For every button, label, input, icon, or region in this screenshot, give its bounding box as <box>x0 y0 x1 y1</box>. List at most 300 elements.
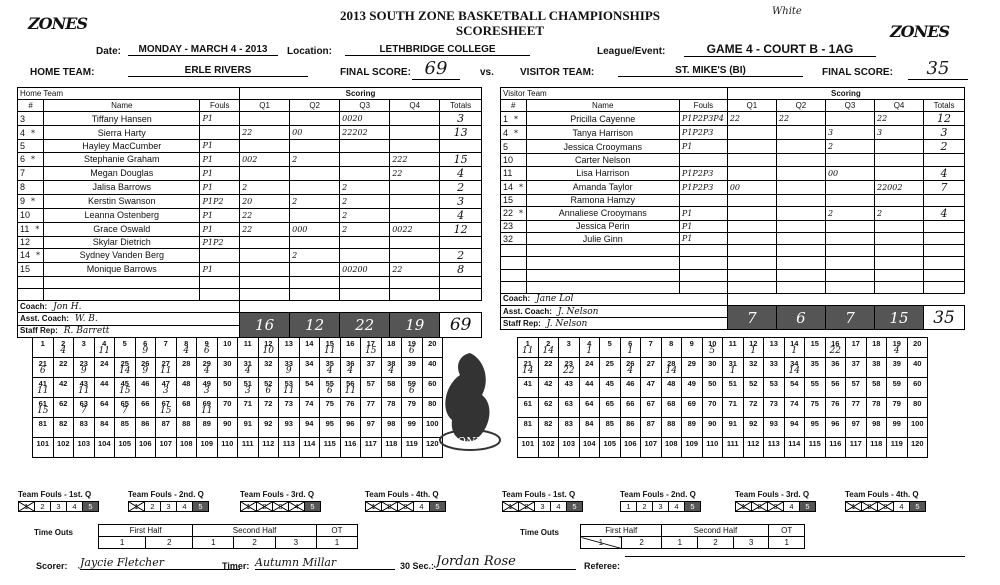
running-score-cell[interactable]: 5 <box>115 338 136 358</box>
running-score-cell[interactable]: 13 <box>764 338 785 358</box>
player-q2-points[interactable] <box>776 180 825 194</box>
player-total[interactable]: 3 <box>924 126 965 140</box>
running-score-cell[interactable]: 65 7 <box>115 398 136 418</box>
player-fouls[interactable] <box>679 281 727 293</box>
running-score-cell[interactable]: 106 <box>620 438 641 458</box>
running-score-cell[interactable]: 112 <box>743 438 764 458</box>
player-q1-points[interactable] <box>240 140 290 152</box>
running-score-cell[interactable]: 78 <box>866 398 887 418</box>
running-score-cell[interactable]: 10 <box>217 338 238 358</box>
running-score-cell[interactable]: 59 6 <box>402 378 423 398</box>
team-foul-box[interactable]: 1 <box>502 501 519 512</box>
running-score-cell[interactable]: 106 <box>135 438 156 458</box>
running-score-cell[interactable]: 97 <box>361 418 382 438</box>
player-q3-points[interactable] <box>340 236 390 248</box>
player-q2-points[interactable] <box>290 276 340 288</box>
running-score-cell[interactable]: 11 <box>723 338 744 358</box>
player-q4-points[interactable] <box>390 194 440 208</box>
team-foul-box[interactable]: 5 <box>429 501 446 512</box>
running-score-cell[interactable]: 1 11 <box>518 338 539 358</box>
running-score-cell[interactable]: 10 5 <box>702 338 723 358</box>
player-fouls[interactable]: P1P2P3 <box>679 180 727 194</box>
player-total[interactable]: 8 <box>440 262 482 276</box>
player-q1-points[interactable] <box>240 236 290 248</box>
running-score-cell[interactable]: 17 15 <box>361 338 382 358</box>
running-score-cell[interactable]: 15 <box>805 338 826 358</box>
running-score-cell[interactable]: 64 <box>94 398 115 418</box>
running-score-cell[interactable]: 96 <box>340 418 361 438</box>
player-q1-points[interactable] <box>727 206 776 220</box>
running-score-cell[interactable]: 6 1 <box>620 338 641 358</box>
player-q4-points[interactable] <box>390 276 440 288</box>
player-q3-points[interactable]: 00 <box>825 166 874 180</box>
running-score-cell[interactable]: 37 <box>361 358 382 378</box>
running-score-cell[interactable]: 91 <box>723 418 744 438</box>
player-q3-points[interactable] <box>340 248 390 262</box>
team-foul-box[interactable]: 1 <box>18 501 35 512</box>
running-score-cell[interactable]: 118 <box>381 438 402 458</box>
running-score-cell[interactable]: 68 <box>176 398 197 418</box>
running-score-cell[interactable]: 37 <box>846 358 867 378</box>
player-q2-points[interactable] <box>776 245 825 257</box>
running-score-cell[interactable]: 15 11 <box>320 338 341 358</box>
running-score-cell[interactable]: 112 <box>258 438 279 458</box>
player-q3-points[interactable]: 00200 <box>340 262 390 276</box>
running-score-cell[interactable]: 17 <box>846 338 867 358</box>
player-q2-points[interactable] <box>290 236 340 248</box>
team-foul-box[interactable]: 4 <box>783 501 800 512</box>
running-score-cell[interactable]: 115 <box>320 438 341 458</box>
running-score-cell[interactable]: 42 <box>538 378 559 398</box>
running-score-cell[interactable]: 63 <box>559 398 580 418</box>
running-score-cell[interactable]: 113 <box>279 438 300 458</box>
player-fouls[interactable]: P1 <box>200 166 240 180</box>
team-foul-box[interactable]: 1 <box>365 501 382 512</box>
running-score-cell[interactable]: 53 <box>764 378 785 398</box>
player-q4-points[interactable] <box>875 154 924 166</box>
running-score-cell[interactable]: 45 15 <box>115 378 136 398</box>
player-q3-points[interactable] <box>825 257 874 269</box>
player-total[interactable] <box>924 245 965 257</box>
running-score-cell[interactable]: 75 <box>320 398 341 418</box>
player-q2-points[interactable] <box>776 194 825 206</box>
player-fouls[interactable] <box>679 245 727 257</box>
running-score-cell[interactable]: 70 <box>702 398 723 418</box>
player-q3-points[interactable] <box>825 281 874 293</box>
player-total[interactable]: 13 <box>440 126 482 140</box>
player-total[interactable]: 7 <box>924 180 965 194</box>
team-foul-box[interactable]: 2 <box>34 501 51 512</box>
player-q4-points[interactable]: 2 <box>875 206 924 220</box>
running-score-cell[interactable]: 116 <box>340 438 361 458</box>
running-score-cell[interactable]: 77 <box>846 398 867 418</box>
running-score-cell[interactable]: 100 <box>422 418 443 438</box>
running-score-cell[interactable]: 30 <box>702 358 723 378</box>
player-fouls[interactable]: P1 <box>200 140 240 152</box>
team-foul-box[interactable]: 4 <box>66 501 83 512</box>
player-q2-points[interactable] <box>776 140 825 154</box>
player-total[interactable] <box>440 276 482 288</box>
player-q4-points[interactable]: 22002 <box>875 180 924 194</box>
running-score-cell[interactable]: 61 <box>518 398 539 418</box>
running-score-cell[interactable]: 76 <box>340 398 361 418</box>
player-q2-points[interactable] <box>776 281 825 293</box>
running-score-cell[interactable]: 98 <box>866 418 887 438</box>
player-q2-points[interactable] <box>290 208 340 222</box>
player-total[interactable] <box>924 194 965 206</box>
player-total[interactable] <box>924 154 965 166</box>
player-q3-points[interactable] <box>825 194 874 206</box>
player-q2-points[interactable] <box>776 166 825 180</box>
player-total[interactable]: 3 <box>440 194 482 208</box>
player-q4-points[interactable]: 3 <box>875 126 924 140</box>
player-q4-points[interactable] <box>875 194 924 206</box>
player-q2-points[interactable]: 2 <box>290 248 340 262</box>
player-fouls[interactable] <box>679 154 727 166</box>
running-score-cell[interactable]: 70 <box>217 398 238 418</box>
player-q1-points[interactable] <box>727 281 776 293</box>
running-score-cell[interactable]: 39 <box>887 358 908 378</box>
running-score-cell[interactable]: 89 <box>197 418 218 438</box>
player-q1-points[interactable] <box>727 220 776 232</box>
player-q1-points[interactable] <box>727 232 776 244</box>
player-q3-points[interactable] <box>340 166 390 180</box>
running-score-cell[interactable]: 88 <box>176 418 197 438</box>
player-q3-points[interactable] <box>340 140 390 152</box>
running-score-cell[interactable]: 116 <box>825 438 846 458</box>
running-score-cell[interactable]: 93 <box>764 418 785 438</box>
running-score-cell[interactable]: 64 <box>579 398 600 418</box>
player-q4-points[interactable]: 22 <box>390 262 440 276</box>
team-foul-box[interactable]: 4 <box>413 501 430 512</box>
player-q2-points[interactable] <box>776 154 825 166</box>
player-q2-points[interactable]: 2 <box>290 194 340 208</box>
running-score-cell[interactable]: 42 <box>53 378 74 398</box>
player-fouls[interactable]: P1 <box>200 222 240 236</box>
running-score-cell[interactable]: 32 <box>258 358 279 378</box>
player-q3-points[interactable] <box>825 245 874 257</box>
running-score-cell[interactable]: 101 <box>518 438 539 458</box>
player-q3-points[interactable]: 3 <box>825 126 874 140</box>
running-score-cell[interactable]: 60 <box>907 378 928 398</box>
running-score-cell[interactable]: 76 <box>825 398 846 418</box>
running-score-cell[interactable]: 69 11 <box>197 398 218 418</box>
running-score-cell[interactable]: 119 <box>887 438 908 458</box>
running-score-cell[interactable]: 21 14 <box>518 358 539 378</box>
player-q4-points[interactable]: 22 <box>875 112 924 126</box>
running-score-cell[interactable]: 85 <box>115 418 136 438</box>
player-q3-points[interactable] <box>825 112 874 126</box>
player-q3-points[interactable]: 2 <box>825 140 874 154</box>
running-score-cell[interactable]: 34 14 <box>784 358 805 378</box>
player-q2-points[interactable] <box>776 126 825 140</box>
running-score-cell[interactable]: 39 <box>402 358 423 378</box>
player-q3-points[interactable] <box>825 220 874 232</box>
running-score-cell[interactable]: 91 <box>238 418 259 438</box>
player-q3-points[interactable] <box>340 276 390 288</box>
player-fouls[interactable]: P1 <box>200 112 240 126</box>
running-score-cell[interactable]: 107 <box>641 438 662 458</box>
running-score-cell[interactable]: 13 <box>279 338 300 358</box>
player-q2-points[interactable] <box>290 112 340 126</box>
player-q1-points[interactable] <box>240 248 290 262</box>
running-score-cell[interactable]: 94 <box>784 418 805 438</box>
running-score-cell[interactable]: 62 <box>538 398 559 418</box>
timeout-box[interactable]: 2 <box>698 537 734 549</box>
player-total[interactable]: 2 <box>924 140 965 154</box>
player-q4-points[interactable] <box>390 236 440 248</box>
running-score-cell[interactable]: 48 <box>176 378 197 398</box>
running-score-cell[interactable]: 95 <box>805 418 826 438</box>
player-q1-points[interactable]: 00 <box>727 180 776 194</box>
running-score-cell[interactable]: 118 <box>866 438 887 458</box>
team-foul-box[interactable]: 1 <box>128 501 145 512</box>
running-score-cell[interactable]: 78 <box>381 398 402 418</box>
running-score-cell[interactable]: 101 <box>33 438 54 458</box>
player-fouls[interactable] <box>200 248 240 262</box>
running-score-cell[interactable]: 100 <box>907 418 928 438</box>
team-foul-box[interactable]: 4 <box>288 501 305 512</box>
running-score-cell[interactable]: 50 <box>702 378 723 398</box>
running-score-cell[interactable]: 57 <box>846 378 867 398</box>
timeout-box[interactable]: 1 <box>316 537 357 549</box>
player-total[interactable]: 3 <box>440 112 482 126</box>
player-q2-points[interactable] <box>290 166 340 180</box>
running-score-cell[interactable]: 94 <box>299 418 320 438</box>
player-q2-points[interactable]: 2 <box>290 152 340 166</box>
team-foul-box[interactable]: 3 <box>534 501 551 512</box>
player-q2-points[interactable] <box>776 269 825 281</box>
timeout-box[interactable]: 2 <box>621 537 662 549</box>
player-q4-points[interactable] <box>875 269 924 281</box>
team-foul-box[interactable]: 5 <box>304 501 321 512</box>
player-q2-points[interactable] <box>290 262 340 276</box>
player-q3-points[interactable] <box>340 288 390 300</box>
player-q4-points[interactable] <box>390 112 440 126</box>
player-total[interactable] <box>924 232 965 244</box>
running-score-cell[interactable]: 31 1 <box>723 358 744 378</box>
running-score-cell[interactable]: 1 <box>33 338 54 358</box>
player-q3-points[interactable] <box>825 269 874 281</box>
player-fouls[interactable]: P1 <box>679 140 727 154</box>
player-q1-points[interactable] <box>240 262 290 276</box>
running-score-cell[interactable]: 83 <box>559 418 580 438</box>
running-score-cell[interactable]: 38 <box>866 358 887 378</box>
player-fouls[interactable] <box>679 257 727 269</box>
running-score-cell[interactable]: 71 <box>723 398 744 418</box>
running-score-cell[interactable]: 80 <box>907 398 928 418</box>
running-score-cell[interactable]: 104 <box>94 438 115 458</box>
player-q4-points[interactable] <box>390 126 440 140</box>
running-score-cell[interactable]: 66 <box>620 398 641 418</box>
timeout-box[interactable]: 1 <box>193 537 234 549</box>
running-score-cell[interactable]: 3 <box>559 338 580 358</box>
player-q4-points[interactable] <box>390 140 440 152</box>
player-q1-points[interactable] <box>727 166 776 180</box>
team-foul-box[interactable]: 2 <box>636 501 653 512</box>
player-q3-points[interactable] <box>825 154 874 166</box>
running-score-cell[interactable]: 81 <box>518 418 539 438</box>
running-score-cell[interactable]: 58 <box>866 378 887 398</box>
running-score-cell[interactable]: 90 <box>702 418 723 438</box>
player-fouls[interactable]: P1 <box>679 206 727 220</box>
running-score-cell[interactable]: 30 <box>217 358 238 378</box>
running-score-cell[interactable]: 102 <box>538 438 559 458</box>
running-score-cell[interactable]: 111 <box>238 438 259 458</box>
running-score-cell[interactable]: 31 4 <box>238 358 259 378</box>
running-score-cell[interactable]: 74 <box>784 398 805 418</box>
player-q2-points[interactable]: 000 <box>290 222 340 236</box>
timeout-box[interactable]: 1 <box>581 537 622 549</box>
running-score-cell[interactable]: 56 <box>825 378 846 398</box>
player-total[interactable]: 2 <box>440 180 482 194</box>
running-score-cell[interactable]: 49 <box>682 378 703 398</box>
running-score-cell[interactable]: 110 <box>217 438 238 458</box>
running-score-cell[interactable]: 117 <box>361 438 382 458</box>
running-score-cell[interactable]: 67 15 <box>156 398 177 418</box>
running-score-cell[interactable]: 16 22 <box>825 338 846 358</box>
running-score-cell[interactable]: 20 <box>907 338 928 358</box>
running-score-cell[interactable]: 82 <box>53 418 74 438</box>
running-score-cell[interactable]: 26 9 <box>135 358 156 378</box>
player-total[interactable] <box>440 236 482 248</box>
player-q1-points[interactable] <box>240 112 290 126</box>
player-q1-points[interactable]: 22 <box>240 208 290 222</box>
running-score-cell[interactable]: 16 <box>340 338 361 358</box>
team-foul-box[interactable]: 5 <box>192 501 209 512</box>
running-score-cell[interactable]: 109 <box>197 438 218 458</box>
player-q1-points[interactable] <box>240 166 290 180</box>
running-score-cell[interactable]: 103 <box>559 438 580 458</box>
running-score-cell[interactable]: 25 <box>600 358 621 378</box>
running-score-cell[interactable]: 56 11 <box>340 378 361 398</box>
team-foul-box[interactable]: 1 <box>620 501 637 512</box>
player-q3-points[interactable] <box>825 180 874 194</box>
running-score-cell[interactable]: 8 4 <box>176 338 197 358</box>
running-score-cell[interactable]: 43 <box>559 378 580 398</box>
running-score-cell[interactable]: 3 <box>74 338 95 358</box>
player-q4-points[interactable] <box>390 288 440 300</box>
player-q2-points[interactable]: 22 <box>776 112 825 126</box>
running-score-cell[interactable]: 88 <box>661 418 682 438</box>
team-foul-box[interactable]: 3 <box>877 501 894 512</box>
running-score-cell[interactable]: 63 7 <box>74 398 95 418</box>
running-score-cell[interactable]: 96 <box>825 418 846 438</box>
running-score-cell[interactable]: 52 6 <box>258 378 279 398</box>
running-score-cell[interactable]: 35 4 <box>320 358 341 378</box>
running-score-cell[interactable]: 119 <box>402 438 423 458</box>
player-q2-points[interactable] <box>290 140 340 152</box>
running-score-cell[interactable]: 105 <box>115 438 136 458</box>
running-score-cell[interactable]: 7 <box>156 338 177 358</box>
player-q1-points[interactable]: 22 <box>727 112 776 126</box>
running-score-cell[interactable]: 54 <box>299 378 320 398</box>
running-score-cell[interactable]: 8 <box>661 338 682 358</box>
running-score-cell[interactable]: 95 <box>320 418 341 438</box>
player-q1-points[interactable]: 22 <box>240 222 290 236</box>
timeout-box[interactable]: 1 <box>99 537 146 549</box>
running-score-cell[interactable]: 49 3 <box>197 378 218 398</box>
running-score-cell[interactable]: 2 14 <box>538 338 559 358</box>
running-score-cell[interactable]: 85 <box>600 418 621 438</box>
running-score-cell[interactable]: 104 <box>579 438 600 458</box>
running-score-cell[interactable]: 73 <box>279 398 300 418</box>
running-score-cell[interactable]: 111 <box>723 438 744 458</box>
running-score-cell[interactable]: 108 <box>176 438 197 458</box>
running-score-cell[interactable]: 47 3 <box>156 378 177 398</box>
team-foul-box[interactable]: 1 <box>240 501 257 512</box>
team-foul-box[interactable]: 1 <box>735 501 752 512</box>
player-fouls[interactable] <box>200 126 240 140</box>
running-score-cell[interactable]: 93 <box>279 418 300 438</box>
player-total[interactable]: 4 <box>440 208 482 222</box>
running-score-cell[interactable]: 40 <box>422 358 443 378</box>
player-q3-points[interactable]: 2 <box>340 194 390 208</box>
running-score-cell[interactable]: 113 <box>764 438 785 458</box>
running-score-cell[interactable]: 28 14 <box>661 358 682 378</box>
running-score-cell[interactable]: 74 <box>299 398 320 418</box>
player-q3-points[interactable]: 2 <box>340 180 390 194</box>
player-q1-points[interactable] <box>727 154 776 166</box>
running-score-cell[interactable]: 59 <box>887 378 908 398</box>
player-q2-points[interactable] <box>290 288 340 300</box>
player-q1-points[interactable] <box>727 269 776 281</box>
team-foul-box[interactable]: 4 <box>668 501 685 512</box>
player-total[interactable]: 4 <box>924 166 965 180</box>
player-q1-points[interactable] <box>240 288 290 300</box>
player-total[interactable] <box>924 269 965 281</box>
timeout-box[interactable]: 1 <box>769 537 805 549</box>
running-score-cell[interactable]: 55 6 <box>320 378 341 398</box>
running-score-cell[interactable]: 45 <box>600 378 621 398</box>
running-score-cell[interactable]: 4 11 <box>94 338 115 358</box>
running-score-cell[interactable]: 18 <box>866 338 887 358</box>
player-q4-points[interactable] <box>875 166 924 180</box>
running-score-cell[interactable]: 47 <box>641 378 662 398</box>
running-score-cell[interactable]: 33 9 <box>279 358 300 378</box>
team-foul-box[interactable]: 4 <box>176 501 193 512</box>
player-q3-points[interactable]: 2 <box>340 222 390 236</box>
player-total[interactable]: 12 <box>440 222 482 236</box>
timeout-box[interactable]: 2 <box>146 537 193 549</box>
timeout-box[interactable]: 2 <box>234 537 275 549</box>
player-q1-points[interactable] <box>727 140 776 154</box>
running-score-cell[interactable]: 67 <box>641 398 662 418</box>
running-score-cell[interactable]: 6 9 <box>135 338 156 358</box>
running-score-cell[interactable]: 22 <box>53 358 74 378</box>
player-q1-points[interactable]: 22 <box>240 126 290 140</box>
player-total[interactable]: 4 <box>440 166 482 180</box>
running-score-cell[interactable]: 19 6 <box>402 338 423 358</box>
running-score-cell[interactable]: 103 <box>74 438 95 458</box>
running-score-cell[interactable]: 36 <box>825 358 846 378</box>
running-score-cell[interactable]: 75 <box>805 398 826 418</box>
team-foul-box[interactable]: 3 <box>272 501 289 512</box>
running-score-cell[interactable]: 73 <box>764 398 785 418</box>
running-score-cell[interactable]: 72 <box>258 398 279 418</box>
player-q1-points[interactable] <box>727 194 776 206</box>
running-score-cell[interactable]: 61 15 <box>33 398 54 418</box>
timeout-box[interactable]: 1 <box>662 537 698 549</box>
running-score-cell[interactable]: 84 <box>579 418 600 438</box>
running-score-cell[interactable]: 52 <box>743 378 764 398</box>
running-score-cell[interactable]: 41 11 <box>33 378 54 398</box>
running-score-cell[interactable]: 87 <box>156 418 177 438</box>
running-score-cell[interactable]: 90 <box>217 418 238 438</box>
running-score-cell[interactable]: 92 <box>743 418 764 438</box>
running-score-cell[interactable]: 57 <box>361 378 382 398</box>
player-fouls[interactable]: P1P2P3 <box>679 126 727 140</box>
